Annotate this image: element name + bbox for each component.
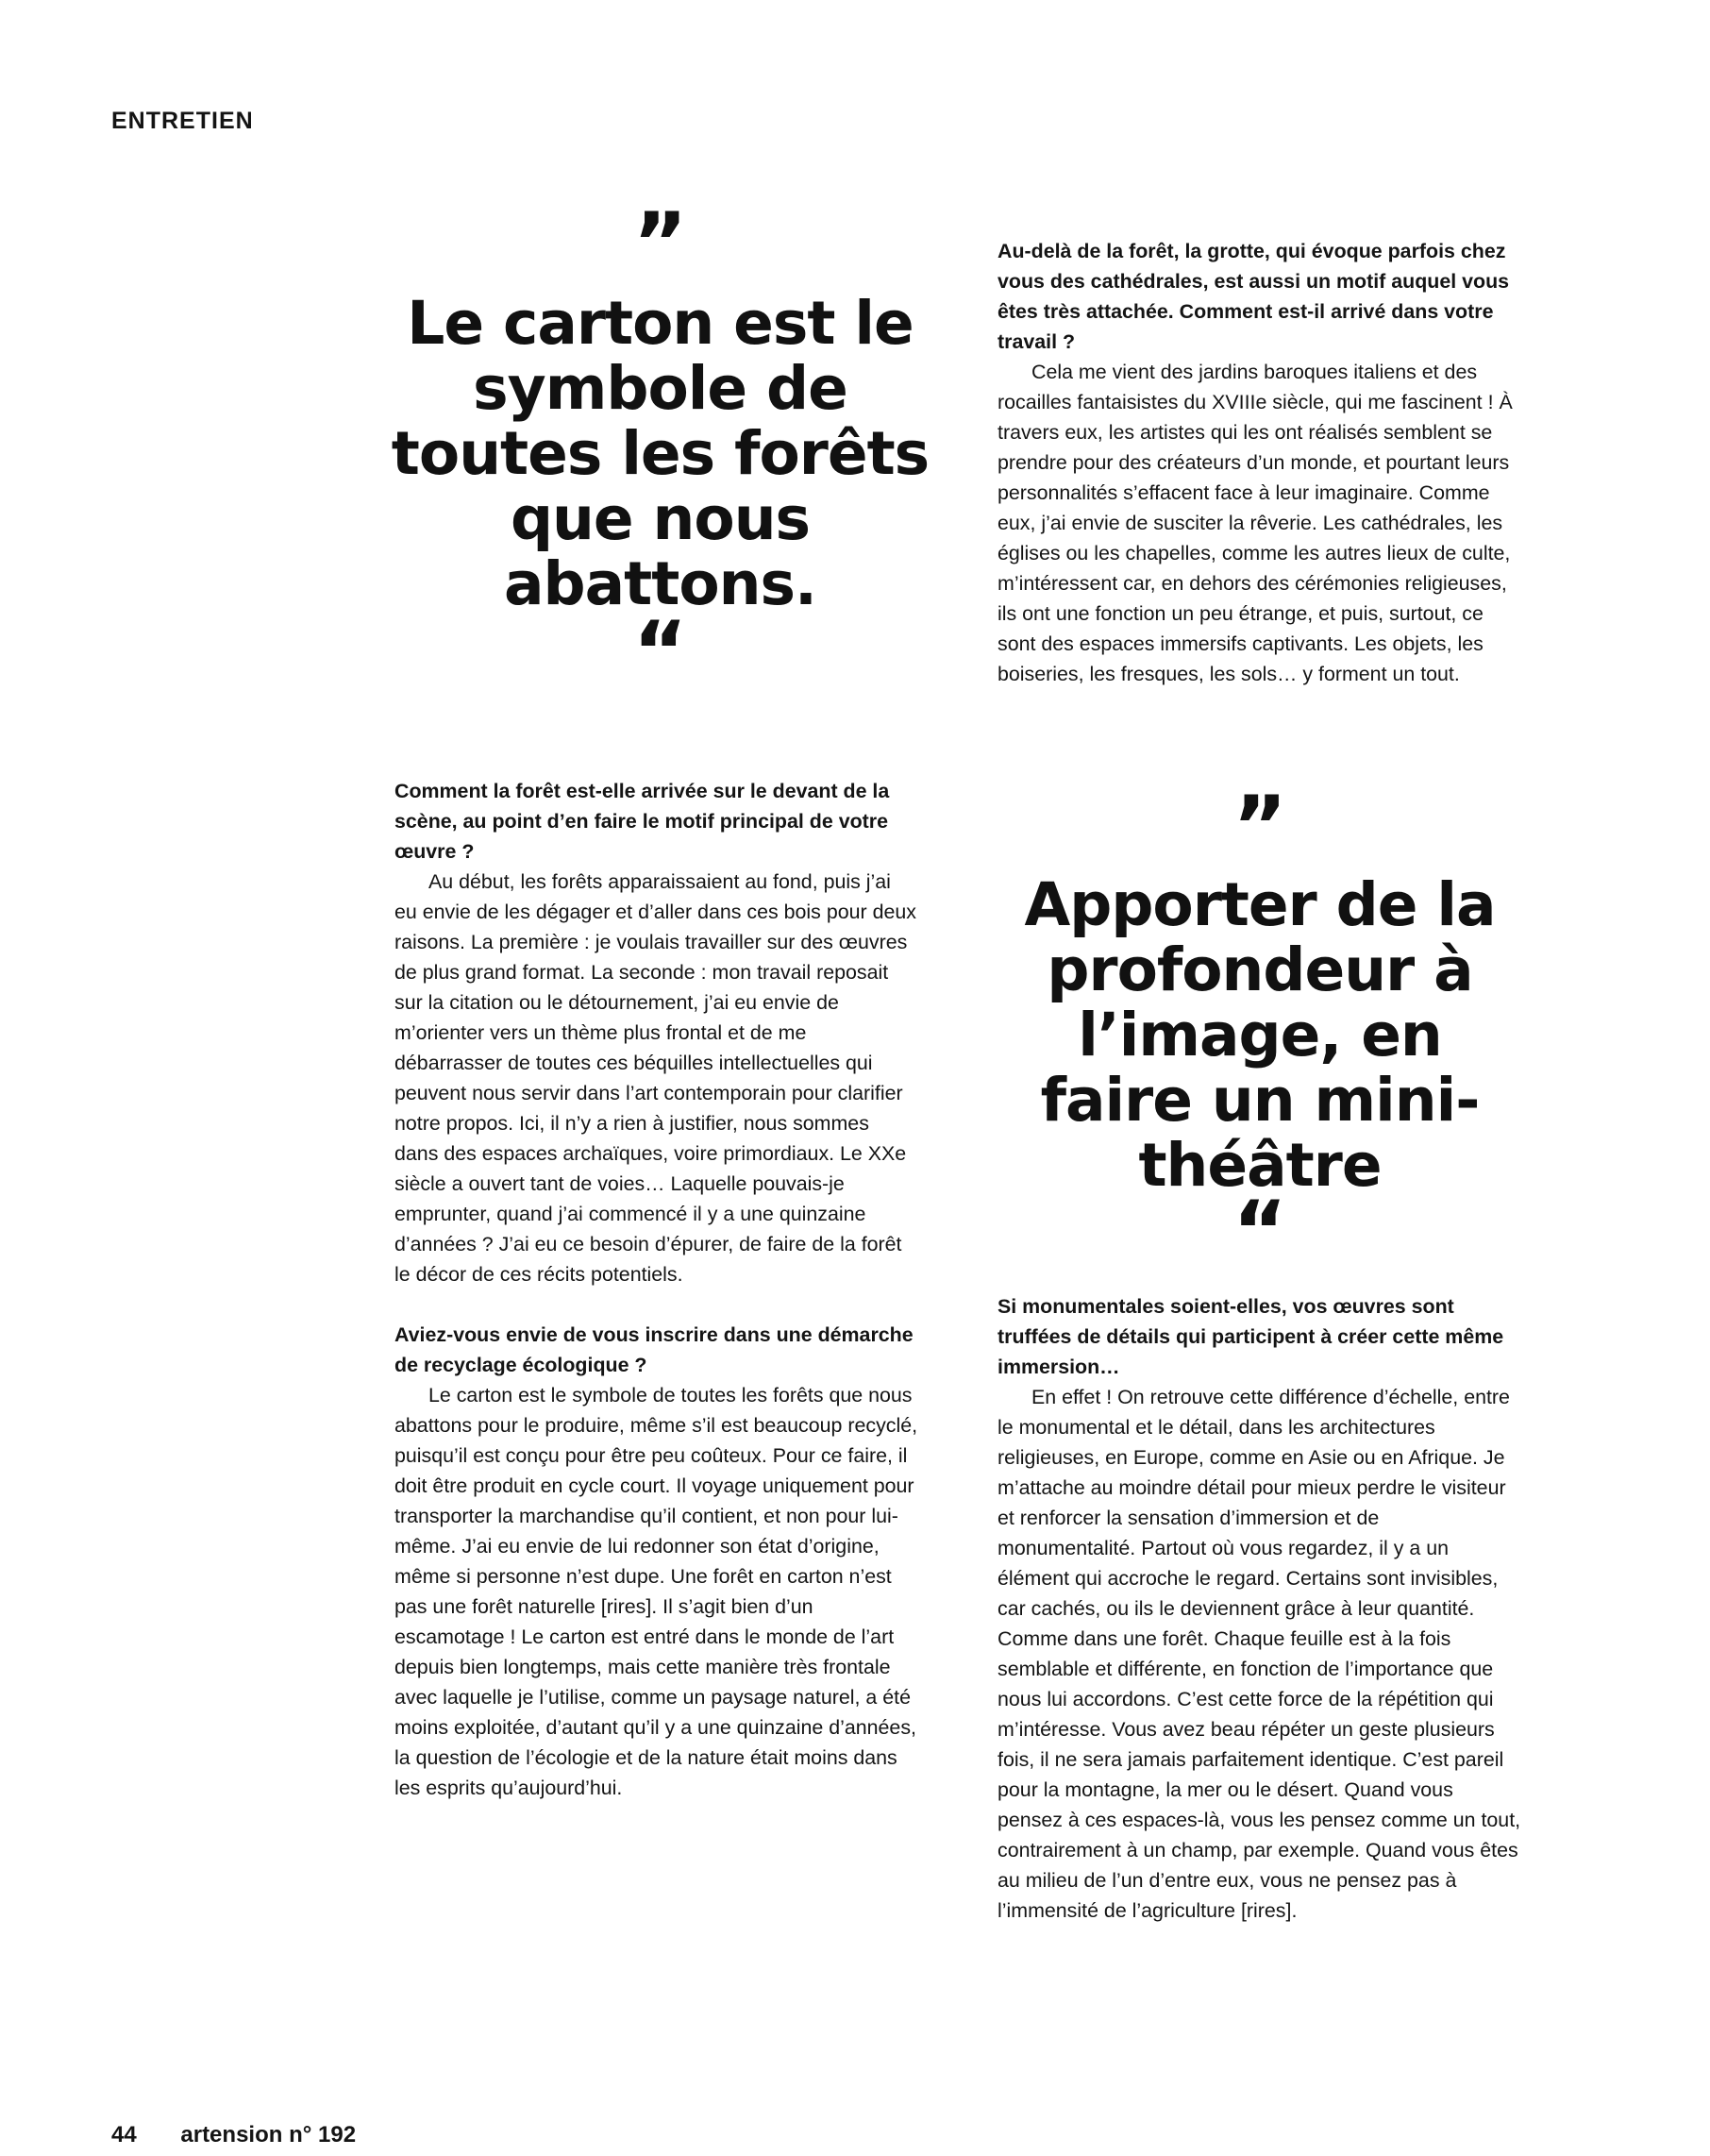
quote-close-mark: “ bbox=[632, 603, 688, 700]
answer-grotto: Cela me vient des jardins baroques italiens et des rocailles fantaisistes du XVIIIe siècle, qui me fascinent ! À travers eux, les artistes qui les ont réalisés semblent se prendre pour des créateurs d’un monde, et pourtant leurs personnalités s’effacent face à leur imaginaire. Comme eux, j’ai envie de susciter la rêverie. Les cathédrales, les églises ou les chapelles, comme les autres lieux de culte, m’intéressent car, en dehors des cérémonies religieuses, ils ont une fonction un peu étrange, et puis, surtout, ce sont des espaces immersifs captivants. Les objets, les boiseries, les fresques, les sols… y forment un tout. bbox=[998, 361, 1513, 685]
quote-open-mark: ” bbox=[632, 194, 688, 292]
left-column bbox=[394, 776, 918, 1803]
section-label: ENTRETIEN bbox=[111, 108, 254, 134]
question-details: Si monumentales soient-elles, vos œuvres sont truffées de détails qui participent à créer cette même immersion… bbox=[998, 1295, 1504, 1378]
page-footer bbox=[111, 2122, 356, 2148]
answer-forest: Au début, les forêts apparaissaient au fond, puis j’ai eu envie de les dégager et d’aller dans ces bois pour deux raisons. La première : je voulais travailler sur des œuvres de plus grand format. La seconde : mon travail reposait sur la citation ou le détournement, j’ai eu envie de m’orienter vers un thème plus frontal et de me débarrasser de toutes ces béquilles intellectuelles qui peuvent nous servir dans l’art contemporain pour clarifier notre propos. Ici, il n’y a rien à justifier, nous sommes dans des espaces archaïques, voire primordiaux. Le XXe siècle a ouvert tant de voies… Laquelle pouvais-je emprunter, quand j’ai commencé il y a une quinzaine d’années ? J’ai eu ce besoin d’épurer, de faire de la forêt le décor de ces récits potentiels. bbox=[394, 870, 916, 1286]
answer-details: En effet ! On retrouve cette différence d’échelle, entre le monumental et le détail, dans les architectures religieuses, en Europe, comme en Asie ou en Afrique. Je m’attache au moindre détail pour mieux perdre le visiteur et renforcer la sensation d’immersion et de monumentalité. Partout où vous regardez, il y a un élément qui accroche le regard. Certains sont invisibles, car cachés, ou ils le deviennent grâce à leur quantité. Comme dans une forêt. Chaque feuille est à la fois semblable et différente, en fonction de l’importance que nous lui accordons. C’est cette force de la répétition qui m’intéresse. Vous avez beau répéter un geste plusieurs fois, il ne sera jamais parfaitement identique. C’est pareil pour la montagne, la mer ou le désert. Quand vous pensez à ces espaces-là, vous les pensez comme un tout, contrairement à un champ, par exemple. Quand vous êtes au milieu de l’un d’entre eux, vous ne pensez pas à l’immensité de l’agriculture [rires]. bbox=[998, 1386, 1521, 1922]
magazine-issue: artension n° 192 bbox=[180, 2122, 357, 2148]
right-column-bottom bbox=[998, 1291, 1521, 1926]
pull-quote-text: Le carton est le symbole de toutes les forêts que nous abattons. bbox=[391, 289, 930, 618]
question-recycling: Aviez-vous envie de vous inscrire dans une démarche de recyclage écologique ? bbox=[394, 1323, 914, 1376]
page-number: 44 bbox=[111, 2122, 137, 2148]
pull-quote-text: Apporter de la profondeur à l’image, en faire un mini-théâtre bbox=[1024, 870, 1496, 1200]
pull-quote-2 bbox=[996, 778, 1524, 1280]
question-forest: Comment la forêt est-elle arrivée sur le devant de la scène, au point d’en faire le motif principal de votre œuvre ? bbox=[394, 780, 890, 863]
pull-quote-1 bbox=[389, 194, 931, 700]
quote-open-mark: ” bbox=[1232, 778, 1287, 875]
right-column-top bbox=[998, 236, 1521, 689]
answer-recycling: Le carton est le symbole de toutes les forêts que nous abattons pour le produire, même s’il est beaucoup recyclé, puisqu’il est conçu pour être peu coûteux. Pour ce faire, il doit être produit en cycle court. Il voyage uniquement pour transporter la marchandise qu’il contient, et non pour lui-même. J’ai eu envie de lui redonner son état d’origine, même si personne n’est dupe. Une forêt en carton n’est pas une forêt naturelle [rires]. Il s’agit bien d’un escamotage ! Le carton est entré dans le monde de l’art depuis bien longtemps, mais cette manière très frontale avec laquelle je l’utilise, comme un paysage naturel, a été moins exploitée, d’autant qu’il y a une quinzaine d’années, la question de l’écologie et de la nature était moins dans les esprits qu’aujourd’hui. bbox=[394, 1384, 918, 1799]
question-grotto: Au-delà de la forêt, la grotte, qui évoque parfois chez vous des cathédrales, est aussi un motif auquel vous êtes très attachée. Comment est-il arrivé dans votre travail ? bbox=[998, 240, 1510, 353]
quote-close-mark: “ bbox=[1232, 1183, 1287, 1280]
